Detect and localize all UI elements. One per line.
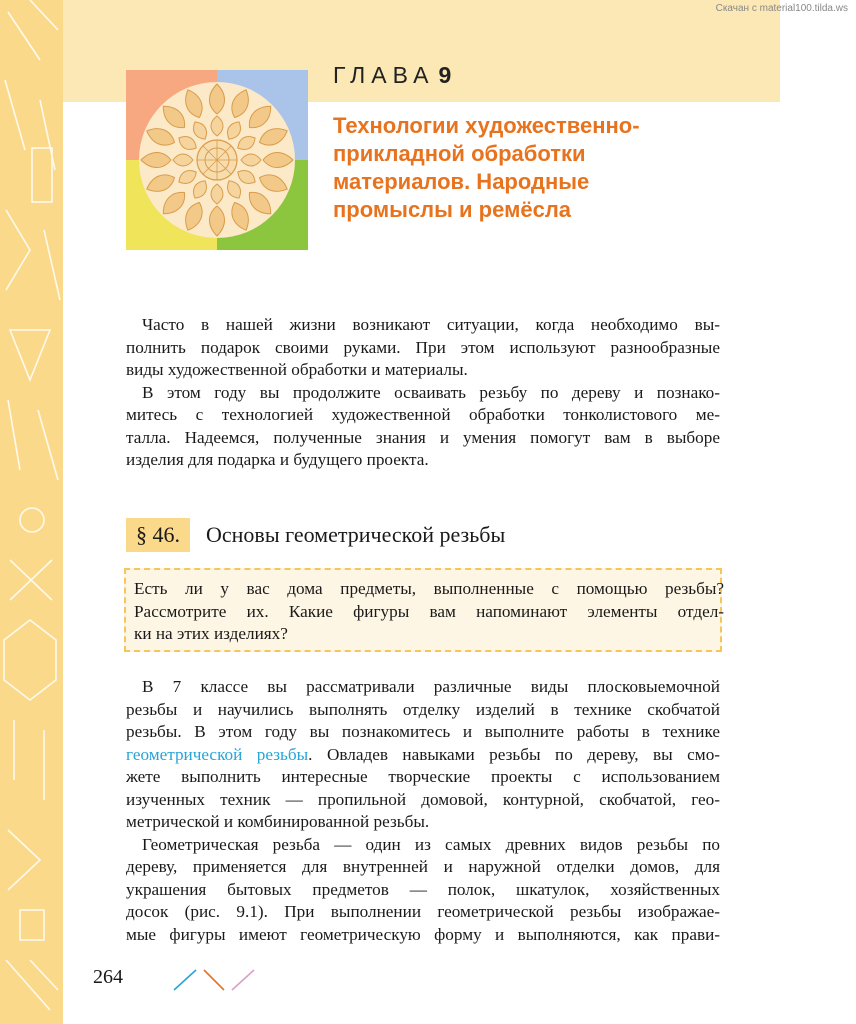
text-line: резьбы и научились выполнять отделку изделий в технике скобчатой <box>126 699 720 719</box>
text-line: дереву, применяется для внутренней и наружной отделки домов, для <box>126 857 720 876</box>
text-line: метрической и комбинированной резьбы. <box>126 812 430 831</box>
geometric-line-pattern-icon <box>0 0 63 1024</box>
side-decor-strip <box>0 0 63 1024</box>
text-line: Геометрическая резьба — один из самых древних видов резьбы по <box>142 834 720 854</box>
text-fragment: . Овладев навыками резьбы по дереву, вы смо- <box>308 744 721 764</box>
text-line: жете выполнить интересные творческие проекты с использованием <box>126 767 720 786</box>
chapter-title-line: прикладной обработки <box>333 141 586 166</box>
body-paragraph <box>126 676 720 946</box>
question-box <box>124 568 722 652</box>
intro-paragraph <box>126 314 720 472</box>
rosette-ornament-icon <box>126 70 308 250</box>
text-line: изделия для подарка и будущего проекта. <box>126 450 429 469</box>
text-line: украшения бытовых предметов — полок, шкатулок, хозяйственных <box>126 879 720 899</box>
section-number-badge: § 46. <box>126 518 190 552</box>
text-line: В этом году вы продолжите осваивать резьбу по дереву и познако- <box>142 382 720 402</box>
text-line: изученных техник — пропильной домовой, контурной, скобчатой, гео- <box>126 789 720 809</box>
text-line: виды художественной обработки и материалы. <box>126 360 468 379</box>
text-line: митесь с технологией художественной обработки тонколистового ме- <box>126 405 720 424</box>
chapter-label <box>333 62 451 89</box>
text-line: Часто в нашей жизни возникают ситуации, когда необходимо вы- <box>142 315 720 334</box>
chapter-title-line: Технологии художественно- <box>333 113 640 138</box>
term-link: геометрической резьбы <box>126 744 309 764</box>
chapter-title-line: материалов. Народные <box>333 169 590 194</box>
question-text <box>134 578 724 646</box>
text-line: талла. Надеемся, полученные знания и умения помогут вам в выборе <box>126 427 720 447</box>
chapter-title-line: промыслы и ремёсла <box>333 197 572 222</box>
chapter-title <box>333 112 753 224</box>
section-title: Основы геометрической резьбы <box>206 522 506 547</box>
text-line <box>126 744 720 767</box>
text-line: ки на этих изделиях? <box>134 624 288 643</box>
text-line: В 7 классе вы рассматривали различные виды плосковыемочной <box>142 677 720 696</box>
text-line: резьбы. В этом году вы познакомитесь и выполните работы в технике <box>126 722 720 741</box>
text-line: полнить подарок своими руками. При этом используют разнообразные <box>126 337 720 357</box>
chapter-label-word: ГЛАВА <box>333 62 435 88</box>
text-line: досок (рис. 9.1). При выполнении геометрической резьбы изображае- <box>126 902 720 921</box>
slash-marks-icon <box>170 966 260 994</box>
chapter-number: 9 <box>438 62 452 88</box>
download-note: Скачан с material100.tilda.ws <box>715 3 848 14</box>
text-line: Рассмотрите их. Какие фигуры вам напоминают элементы отдел- <box>134 601 724 621</box>
text-line: Есть ли у вас дома предметы, выполненные с помощью резьбы? <box>134 579 724 598</box>
page-number: 264 <box>93 966 123 988</box>
text-line: мые фигуры имеют геометрическую форму и выполняются, как прави- <box>126 924 720 944</box>
